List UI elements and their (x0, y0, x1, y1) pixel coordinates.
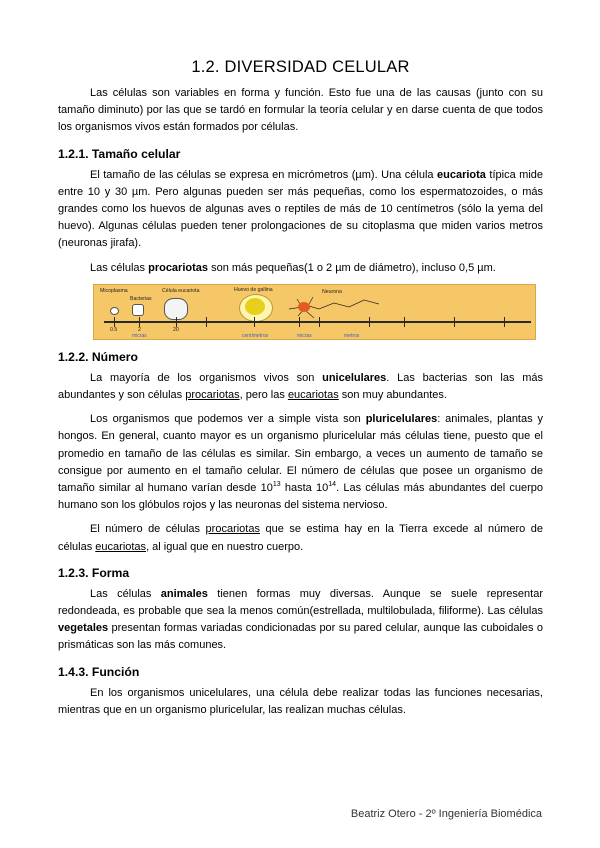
unit-micras-2: micras (297, 332, 312, 339)
scale-tick (299, 317, 300, 327)
scale-tick (454, 317, 455, 327)
funcion-paragraph: En los organismos unicelulares, una célula debe realizar todas las funciones necesarias, mientras que en un organismo pluricelular, las realizan muchas células. (58, 686, 543, 716)
unit-centimetros: centímetros (242, 332, 269, 339)
page-footer: Beatriz Otero - 2º Ingeniería Biomédica (350, 808, 542, 820)
tick-label-20: 20 (173, 326, 179, 333)
intro-paragraph: Las células son variables en forma y función. Esto fue una de las causas (junto con su tamaño diminuto) por las que se tardó en formular la teoría celular y en darse cuenta de que todos los organismos vivos están formados por células. (58, 87, 543, 134)
scale-axis (104, 321, 531, 323)
numero-paragraph-3: El número de células procariotas que se estima hay en la Tierra excede al número de células eucariotas, al igual que en nuestro cuerpo. (58, 523, 544, 553)
neuron-illustration (94, 285, 537, 341)
tamano-paragraph-1: El tamaño de las células se expresa en micrómetros (µm). Una célula eucariota típica mide entre 10 y 30 µm. Pero algunas pueden ser más pequeñas, como los espermatozoides, o más grandes como los huevos de algunas aves o reptiles de más de 10 centímetros (sólo la yema del huevo). Algunas células pueden tener prolongaciones de su citoplasma que miden varios metros (neuronas jirafa). (58, 168, 544, 250)
numero-paragraph-2: Los organismos que podemos ver a simple vista son pluricelulares: animales, plantas y hongos. En general, cuanto mayor es un organismo pluricelular más células tiene, puesto que el promedio en tamaño de las células es similar. Sin embargo, a veces un aumento de tamaño se consigue por aumento en el tamaño celular. El número de células que posee un organismo de tamaño similar al humano varían desde $10^{13}$ hasta $10^{14}$. Las células más abundantes del cuerpo humano son los glóbulos rojos y las neuronas del sistema nervioso. (58, 413, 543, 512)
page-title: 1.2. DIVERSIDAD CELULAR (191, 58, 410, 76)
scale-tick (319, 317, 320, 327)
section-heading-forma: 1.2.3. Forma (58, 565, 130, 580)
section-heading-funcion: 1.4.3. Función (58, 664, 140, 679)
scale-tick (206, 317, 207, 327)
scale-tick (254, 317, 255, 327)
scale-tick (369, 317, 370, 327)
neuron-nucleus (298, 302, 310, 312)
tick-label-2: 2 (138, 326, 141, 333)
huevo-label: Huevo de gallina (234, 286, 273, 293)
unit-metros: metros (344, 332, 360, 339)
bacterias-label: Bacterias (130, 295, 152, 302)
scale-tick (404, 317, 405, 327)
section-heading-numero: 1.2.2. Número (58, 349, 138, 364)
forma-paragraph: Las células animales tienen formas muy diversas. Aunque se suele representar redondeada, es probable que sea la menos común(estrellada, multilobulada, filiforme). Las células vegetales presentan formas variadas condicionadas por su pared celular, aunque las cuboidales o prismáticas son las más comunes. (58, 587, 543, 652)
cell-size-scale-figure (93, 284, 536, 340)
tick-label-0-5: 0.5 (110, 326, 118, 333)
document-page (58, 58, 543, 726)
neurona-label: Neurona (322, 288, 342, 295)
unit-micras: micras (132, 332, 147, 339)
scale-tick (114, 317, 115, 327)
scale-tick (139, 317, 140, 327)
scale-tick (176, 317, 177, 327)
micoplasma-label: Micoplasma (100, 287, 128, 294)
section-heading-tamano: 1.2.1. Tamaño celular (58, 146, 181, 161)
eucariota-label: Célula eucariota (162, 287, 200, 294)
tamano-paragraph-2: Las células procariotas son más pequeñas(1 o 2 µm de diámetro), incluso 0,5 µm. (90, 261, 496, 274)
scale-tick (504, 317, 505, 327)
numero-paragraph-1: La mayoría de los organismos vivos son unicelulares. Las bacterias son las más abundantes y son células procariotas, pero las eucariotas son muy abundantes. (58, 371, 543, 402)
